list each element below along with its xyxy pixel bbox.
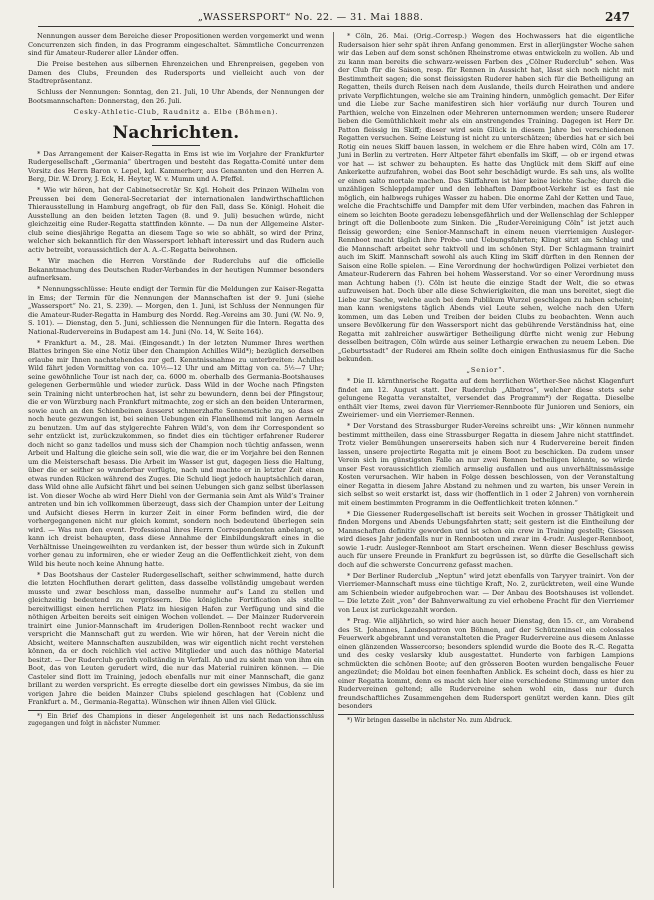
intro-paragraph: Nennungen ausser dem Bereiche dieser Propositionen werden vorgemerkt und wenn Concurrenzen sich finden, in das Programm eingeschaltet. Sämmtliche Concurrenzen sind für Amateur-Ruderer aller Länder offen. (28, 32, 324, 57)
footnote: *) Ein Brief des Champions in dieser Angelegenheit ist uns nach Redactionsschluss zugegangen und folgt in nächster Nummer. (28, 712, 324, 728)
news-item-ems: * Das Arrangement der Kaiser-Regatta in Ems ist wie im Vorjahre der Frankfurter Rudergesellschaft „Germania“ übertragen und besteht das Regatta-Comité unter dem Vorsitz des Herrn Baron v. Lepel, kgl. Kammerherr, aus Genannten und den Herren A. Berg, Dir. W. Drory, J. Eck, H. Heyter, W. v. Mumm und A. Pfeffel. (28, 149, 324, 184)
header-title: „WASSERSPORT“ No. 22. — 31. Mai 1888. (198, 12, 424, 23)
intro-paragraph: Schluss der Nennungen: Sonntag, den 21. Juli, 10 Uhr Abends, der Nennungen der Bootsmannschaften: Donnerstag, den 26. Juli. (28, 88, 324, 105)
news-item-neptun: * Der Berliner Ruderclub „Neptun“ wird jetzt ebenfalls von Taryyer trainirt. Von der Vierriemer-Mannschaft muss eine tüchtige Kraft, No. 2, zurücktreten, weil eine Wunde am Schienbein wieder aufgebrochen war. — Der Anbau des Bootshauses ist vollendet. — Die letzte Zeit „von“ der Bahnverwaltung zu viel erhobene Fracht für den Vierriemer von Leux ist zurückgezahlt worden. (338, 571, 634, 614)
right-column (338, 32, 634, 724)
news-item-strassburg: * Der Vorstand des Strassburger Ruder-Vereins schreibt uns: „Wir können nunmehr bestimmt mittheilen, dass eine Strassburger Regatta in diesem Jahre nicht stattfindet. Trotz vieler Bemühungen unsererseits haben sich nur 4 Rudervereine bereit finden lassen, unsere projectirte Regatta mit je einem Boot zu beschicken. Da zudem unser Verein sich im günstigsten Falle an nur zwei Rennen betheiligen könnte, so würde unser Fest voraussichtlich ziemlich armselig ausfallen und aus unverhältnissmässige Kosten verursachen. Wir haben in Folge dessen beschlossen, von der Veranstaltung einer Regatta in diesem Jahre Abstand zu nehmen und zu warten, bis unser Verein in sich selbst so weit erstarkt ist, dass wir (hoffentlich in 1 oder 2 Jahren) von vornherein mit einem bestimmten Programm in die Oeffentlichkeit treten können.“ (338, 422, 634, 507)
news-item-verband: * Wir machen die Herren Vorstände der Ruderclubs auf die officielle Bekanntmachung des Deutschen Ruder-Verbandes in der heutigen Nummer besonders aufmerksam. (28, 257, 324, 283)
page-header (38, 10, 634, 27)
news-item-nennungsschluesse: * Nennungsschlüsse: Heute endigt der Termin für die Meldungen zur Kaiser-Regatta in Ems; der Termin für die Nennungen der Mannschaften ist der 9. Juni (siehe „Wassersport“ No. 21, S. 239). — Morgen, den 1. Juni, ist Schluss der Nennungen für die Amateur-Ruder-Regatta in Hamburg des Nordd. Reg.-Vereins am 30. Juni (W. No. 9, S. 101). — Dienstag, den 5. Juni, schliessen die Nennungen für die Intern. Regatta des National-Rudervereins in Budapest am 14. Juni (No. 14, W. Seite 164). (28, 285, 324, 336)
footnote-rule (28, 710, 324, 711)
section-divider (152, 119, 200, 120)
left-column (28, 32, 324, 728)
news-item-coeln: * Cöln, 26. Mai. (Orig.-Corresp.) Wegen des Hochwassers hat die eigentliche Rudersaison hier sehr spät ihren Anfang genommen. Erst in allerjüngster Woche sahen wir das Leben auf dem sonst schönen Rheinstrome etwas entwickeln zu wollen. Ab und zu kann man bereits die schwarz-weissen Farben des „Cölner Ruderclub“ sehen. Was der Club für die Saison, resp. für Rennen in Aussicht hat, lässt sich noch nicht mit Bestimmtheit sagen; die sonst fleissigsten Ruderer haben sich für die Betheiligung an Regatten, theils durch Reisen nach dem Auslande, theils durch Heirathen und andere private Verpflichtungen, welche sie am Training hindern, unmöglich gemacht. Der Eifer und die Liebe zur Sache manifestiren sich hier vorläufig nur durch Touren und Parthien, welche von Einzelnen oder Mehreren unternommen werden; unsere Ruderer lieben die Gemüthlichkeit mehr als ein anstrengendes Training. Dagegen ist Herr Dr. Patton fleissig im Skiff; dieser wird sein Glück in diesem Jahre bei verschiedenen Regatten versuchen. Seine Leistung ist nicht zu unterschätzen; überdies hat er sich bei Rotig ein neues Skiff bauen lassen, in welchem er die Ehre haben wird, Cöln am 17. Juni in Berlin zu vertreten. Herr Altpeter fährt ebenfalls im Skiff, — ob er irgend etwas vor hat — ist schwer zu behaupten. Es hatte das Unglück mit dem Skiff auf eine Ankerkette aufzufahren, wobei das Boot sehr beschädigt wurde. Es sah uns, als wollte er einen salto mortale machen. Das Skiffahren ist hier keine leichte Sache; durch die unzähligen Schleppdampfer und den lebhaften Dampfboot-Verkehr ist es fast nie möglich, ein halbwegs ruhiges Wasser zu haben. Die enorme Zahl der Ketten und Taue, welche die Frachtschiffe und Dampfer mit dem Ufer verbinden, machen das Fahren in einem so leichten Boote geradezu lebensgefährlich und der Wellenschlag der Schlepper bringt oft die Dollenboote zum Sinken. Die „Ruder-Vereinigung Cöln“ ist jetzt auch fleissig geworden; eine Senior-Mannschaft in einem neuen vierriemigen Ausleger-Rennboot macht täglich ihre Probe- und Uebungsfahrten; Klingt sitzt am Schlag und die Mannschaft arbeitet sehr taktvoll und im schönen Styl. Der Schlagmann trainirt auch im Skiff. Mannschaft sowohl als auch Kling im Skiff dürften in den Rennen der Saison eine Rolle spielen. — Eine Verordnung der hochwürdigen Polizei verbietet den Amateur-Ruderern das Fahren bei hohem Wasserstand. Vor so einer Verordnung muss man Achtung haben (!). Cöln ist heute die einzige Stadt der Welt, die so etwas aufzuweisen hat. Doch über alle diese Schwierigkeiten, die man uns bereitet, siegt die Liebe zur Sache, welche auch bei dem Publikum Wurzel geschlagen zu haben scheint; man kann wenigstens täglich Abends viel Leute sehen, welche nach den Ufern kommen, um das Leben und Treiben der beiden Clubs zu beobachten. Wenn auch unsere Bevölkerung für den Wassersport nicht das gebührende Verständniss hat, eine Regatta mit zahlreicher auswärtiger Betheiligung dürfte nicht wenig zur Hebung desselben beitragen, Cöln würde aus seiner Lethargie erwachen zu neuem Leben. Die „Geburtsstadt“ der Ruderei am Rhein sollte doch einigen Enthusiasmus für die Sache bekunden. (338, 32, 634, 363)
news-item-hamburg: * Wie wir hören, hat der Cabinetsecretär Sr. Kgl. Hoheit des Prinzen Wilhelm von Preussen bei dem General-Secretariat der internationalen landwirthschaftlichen Thierausstellung in Hamburg angefragt, ob für den Fall, dass Se. Königl. Hoheit die Ausstellung an den beiden letzten Tagen (8. und 9. Juli) besuchen würde, nicht gleichzeitig eine Ruder-Regatta stattfinden könnte. — Da nun der Allgemeine Alster-club seine diesjährige Regatta an diesem Tage so wie so abhält, so wird der Prinz, welcher sich bekanntlich für den Wassersport lebhaft interessirt und das Rudern auch activ betreibt, voraussichtlich der A. A.-C.-Regatta beiwohnen. (28, 186, 324, 254)
section-divider (152, 145, 200, 146)
intro-paragraph: Die Preise bestehen aus silbernen Ehrenzeichen und Ehrenpreisen, gegeben von Damen des Clubs, Freunden des Rudersports und vielleicht auch von der Stadtrepräsentanz. (28, 60, 324, 86)
page-number: 247 (604, 10, 630, 24)
news-item-prag: * Prag. Wie alljährlich, so wird hier auch heuer Dienstag, den 15. cr., am Vorabend des St. Johannes, Landespatron von Böhmen, auf der Schützeninsel ein colossales Feuerwerk abgebrannt und veranstalteten die Prager Rudervereine aus diesem Anlasse einen glänzenden Wassercorso; besonders splendid wurde die Boote des R.-C. Regatta und des cesky veslarsky klub ausgestattet. Hunderte von farbigen Lampions schmückten die schönen Boote; auf den grösseren Booten wurden bengalische Feuer angezündet; die Moldau bot einen feenhaften Anblick. Es scheint doch, dass es hier zu einer Regatta kommt, denn es macht sich hier eine verschiedene Stimmung unter den Rudervereinen geltend; alle Rudervereine sehen wohl ein, dass nur durch freundschaftliches Zusammengehen dem Rudersport genützt werden kann. Dies gilt besonders (338, 617, 634, 711)
section-heading: Nachrichten. (112, 122, 240, 143)
club-signature: Cesky-Athletic-Club, Raudnitz a. Elbe (Böhmen). (73, 107, 279, 116)
news-item-giessen: * Die Giessener Rudergesellschaft ist bereits seit Wochen in grosser Thätigkeit und finden Morgens und Abends Uebungsfahrten statt; seit gestern ist die Eintheilung der Mannschaften definitiv geworden und ist schon ein crew in Training gestellt; Giessen wird dieses Jahr jedenfalls nur in Rennbooten und zwar im 4-rudr. Ausleger-Rennboot, sowie 1-rudr. Ausleger-Rennboot am Start erscheinen. Wenn dieser Beschluss gewiss auch für unsere Freunde in Frankfurt zu begrüssen ist, so dürfte die Gesellschaft sich doch auf die schwerste Concurrenz gefasst machen. (338, 509, 634, 569)
footnote: *) Wir bringen dasselbe in nächster No. zum Abdruck. (347, 716, 513, 724)
news-item-castel: * Das Bootshaus der Casteler Rudergesellschaft, seither schwimmend, hatte durch die letzten Hochfluthen derart gelitten, dass dasselbe vollständig umgebaut werden musste und zwar beschloss man, dasselbe nunmehr auf’s Land zu stellen und gleichzeitig bedeutend zu vergrössern. Die königliche Fortification als stellte bereitwilligst einen herrlichen Platz im hiesigen Hafen zur Verfügung und sind die nöthigen Arbeiten bereits seit einigen Wochen vollendet. — Der Mainzer Ruderverein trainirt eine Junior-Mannschaft im 4ruderigen Dollen-Rennboot recht wacker und verspricht die Mannschaft gut zu werden. Wie wir hören, hat der Verein nicht die Absicht, weitere Mannschaften auszubilden, was wir eigentlich nicht recht verstehen können, da er doch reichlich viel active Mitglieder und auch das nöthige Material besitzt. — Der Ruderclub geräth vollständig in Verfall. Ab und zu sieht man von ihm ein Boot, das von Leuten gerudert wird, die nur das Material ruiniren können. — Die Casteler sind flott im Training, jedoch ebenfalls nur mit einer Mannschaft, die ganz brillant zu werden verspricht. Es erregte dieselbe dort ein gewisses Nimbus, da sie im vorigen Jahre die beiden Mainzer Clubs spielend geschlagen hat (Coblenz und Frankfurt a. M., Germania-Regatta). Wünschen wir ihnen Allen viel Glück. (28, 570, 324, 707)
column-divider (333, 32, 334, 888)
author-signature: „Senior“. (466, 366, 506, 375)
news-item-frankfurt: * Frankfurt a. M., 28. Mai. (Eingesandt.) In der letzten Nummer Ihres werthen Blattes bringen Sie eine Notiz über den Champion Achilles Wild*); bezüglich derselben erlaube mir Ihnen nachstehendes zur gefl. Kenntnissnahme zu unterbreiten: Achilles Wild fährt jeden Vormittag von ca. 10½—12 Uhr und am Mittag von ca. 5½—7 Uhr; seine gewöhnliche Tour ist nach der, ca. 6000 m. oberhalb des Germania-Bootshauses gelegenen Gerbermühle und wieder zurück. Dass Wild in der Woche nach Pfingsten sein Training nicht unterbrochen hat, ist sehr zu bewundern, denn bei der Pfingstour, die er von Würzburg nach Frankfurt mitmachte, zog er sich an den beiden Unterarmen, sowie auch an den Schienbeinen äusserst schmerzhafte Sonnenstiche zu, so dass er noch heute gezwungen ist, bei seinen Uebungen ein Flanellhemd mit langen Aermeln zu benutzen. Um auf das stylgerechte Fahren Wild’s, von dem ihr Correspondent so sehr entzückt ist, zurückzukommen, so findet dies ein tüchtiger erfahrener Ruderer doch nicht so ganz tadellos und muss sich der Champion noch tüchtig anfassen, wenn Arbeit und Haltung die gleiche sein soll, wie die war, die er im Vorjahre bei den Rennen um die Meisterschaft besass. Die Arbeit im Wasser ist gut, dagegen liess die Haltung, über die er seither so wunderbar verfügte, nach und machte er in letzter Zeit einen etwas runden Rücken während des Zuges. Die Schuld liegt jedoch hauptsächlich daran, dass Wild ohne alle Aufsicht fährt und bei seinen Uebungen sich ganz selbst überlassen ist. Von dieser Woche ab wird Herr Diehl von der Germania sein Amt als Wild’s Trainer antreten und bin ich vollkommen überzeugt, dass sich der Champion unter der Leitung und Aufsicht dieses Herrn in kurzer Zeit in einer Form befinden wird, die der vorhergegangenen nicht nur gleich kommt, sondern noch bedeutend überlegen sein wird. — Was nun den event. Professional ihres Herrn Correspondenten anbelangt, so kann ich dreist behaupten, dass diese Annahme der Einbildungskraft eines in die Verhältnisse Uneingeweihten zu verdanken ist, der besser thun würde sich in Zukunft vorher genau zu informiren, ehe er wieder Zeug an die Oeffentlichkeit zieht, von dem Wild bis heute noch keine Ahnung hatte. (28, 338, 324, 568)
news-item-kaernten: * Die II. kärnthnerische Regatta auf dem herrlichen Wörther-See nächst Klagenfurt findet am 12. August statt. Der Ruderclub „Albatros“, welcher diese stets sehr gelungene Regatta veranstaltet, versendet das Programm*) der Regatta. Dieselbe enthält vier Items, zwei davon für Vierriemer-Rennboote für Junioren und Seniors, ein Zweiriemer- und ein Vierriemer-Rennen. (338, 377, 634, 420)
footnote-rule (338, 714, 634, 715)
